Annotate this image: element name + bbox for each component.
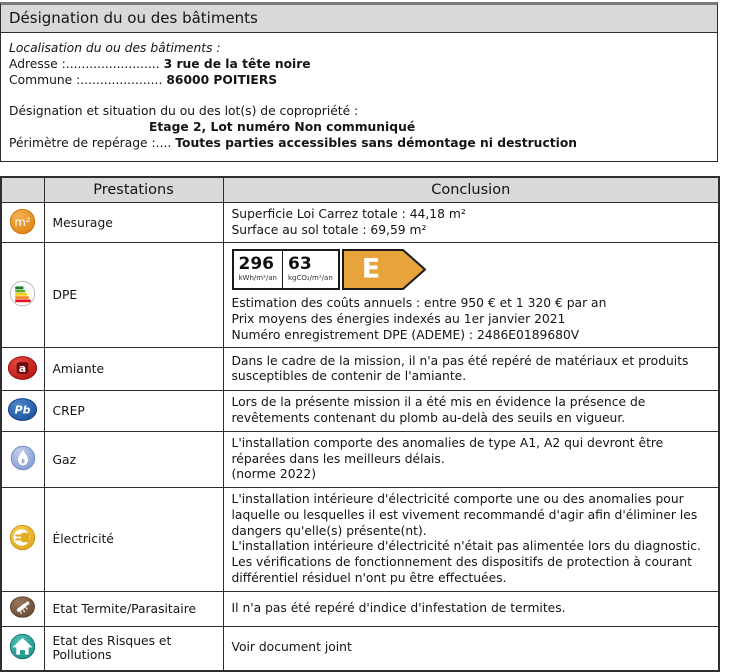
table-row-termite: [1, 591, 719, 626]
header-icon-spacer: [1, 177, 44, 202]
dpe-energy-block: [234, 251, 282, 288]
conclusion-line: Dans le cadre de la mission, il n'a pas été repéré de matériaux et produits susceptibles de contenir de l'amiante.: [231, 353, 689, 384]
conclusion-line: L'installation intérieure d'électricité n'était pas alimentée lors du diagnostic. Les vérifications de fonctionnement des dispositifs de protection à courant différentiel résiduel n'ont pu être effectuées.: [231, 539, 701, 585]
table-row-mesurage: [1, 202, 719, 242]
conclusion-cell: [223, 243, 719, 348]
lead-pb-icon: [7, 403, 38, 425]
dpe-co2-block: [283, 251, 338, 288]
perimetre-label: Périmètre de repérage :....: [9, 136, 172, 151]
prestation-label: Électricité: [44, 488, 223, 591]
table-row-electricite: [1, 488, 719, 591]
prestations-table: [0, 176, 720, 672]
dpe-energy-badge: [232, 249, 711, 290]
prestation-label: Etat Termite/Parasitaire: [44, 591, 223, 626]
prestation-label: Amiante: [44, 348, 223, 391]
m2-measure-icon: [8, 214, 37, 239]
icon-cell: [1, 202, 44, 242]
copro-label: Désignation et situation du ou des lot(s) de copropriété :: [9, 103, 359, 118]
gas-flame-icon: [9, 461, 37, 475]
prestation-label: DPE: [44, 243, 223, 348]
conclusion-line: Lors de la présente mission il a été mis en évidence la présence de revêtements contenant du plomb au-delà des seuils en vigueur.: [231, 395, 646, 426]
header-prestations: Prestations: [44, 177, 223, 202]
commune-value: 86000 POITIERS: [166, 73, 278, 88]
asbestos-icon: [7, 362, 38, 384]
conclusion-cell: [223, 348, 719, 391]
adresse-line: [9, 56, 709, 72]
icon-cell: [1, 431, 44, 487]
conclusion-line: L'installation intérieure d'électricité comporte une ou des anomalies pour laquelle ou lesquelles il est vivement recommandé d'agir afin d'éliminer les dangers qu'elle(s) présente(nt).: [231, 492, 698, 538]
table-header-row: [1, 177, 719, 202]
conclusion-line: Voir document joint: [231, 640, 352, 655]
designation-title: Désignation du ou des bâtiments: [1, 5, 717, 33]
dpe-co2-unit: kgCO₂/m²/an: [287, 274, 333, 283]
designation-box: [0, 2, 718, 162]
risks-house-icon: [8, 650, 37, 664]
icon-cell: [1, 391, 44, 431]
table-row-amiante: [1, 348, 719, 391]
conclusion-cell: [223, 626, 719, 671]
electric-plug-icon: [8, 541, 37, 555]
conclusion-cell: [223, 488, 719, 591]
conclusion-line: L'installation comporte des anomalies de type A1, A2 qui devront être réparées dans les meilleurs délais.: [231, 435, 664, 466]
designation-body: [1, 33, 717, 161]
dpe-energy-unit: kWh/m²/an: [238, 274, 277, 283]
dpe-class-arrow: [342, 249, 426, 290]
dpe-energy-value: 296: [238, 254, 274, 275]
icon-cell: [1, 348, 44, 391]
diagnostic-report-page: [0, 2, 736, 672]
adresse-value: 3 rue de la tête noire: [163, 57, 311, 72]
prestation-label: CREP: [44, 391, 223, 431]
conclusion-line: Estimation des coûts annuels : entre 950 € et 1 320 € par an: [231, 296, 607, 311]
table-row-gaz: [1, 431, 719, 487]
table-row-risques: [1, 626, 719, 671]
conclusion-cell: [223, 202, 719, 242]
conclusion-cell: [223, 591, 719, 626]
table-row-crep: [1, 391, 719, 431]
icon-cell: [1, 626, 44, 671]
conclusion-cell: [223, 391, 719, 431]
prestation-label: Mesurage: [44, 202, 223, 242]
dpe-co2-value: 63: [287, 254, 312, 275]
dpe-values-box: [232, 249, 340, 290]
conclusion-line: Surface au sol totale : 69,59 m²: [231, 222, 427, 237]
svg-text:Pb: Pb: [14, 403, 31, 417]
commune-line: [9, 72, 709, 88]
prestation-label: Gaz: [44, 431, 223, 487]
icon-cell: [1, 488, 44, 591]
localisation-title: Localisation du ou des bâtiments :: [9, 41, 221, 55]
energy-class-icon: [8, 297, 37, 311]
prestation-label: Etat des Risques et Pollutions: [44, 626, 223, 671]
conclusion-line: Numéro enregistrement DPE (ADEME) : 2486E0189680V: [231, 327, 580, 342]
table-row-dpe: [1, 243, 719, 348]
svg-text:a: a: [19, 362, 27, 376]
conclusion-line: Prix moyens des énergies indexés au 1er janvier 2021: [231, 312, 566, 327]
conclusion-line: Superficie Loi Carrez totale : 44,18 m²: [231, 206, 466, 221]
copro-value: Etage 2, Lot numéro Non communiqué: [149, 119, 416, 134]
icon-cell: [1, 243, 44, 348]
svg-text:m²: m²: [14, 214, 31, 229]
dpe-class-letter: E: [361, 253, 381, 285]
header-conclusion: Conclusion: [223, 177, 719, 202]
perimetre-line: [9, 135, 709, 151]
conclusion-cell: [223, 431, 719, 487]
conclusion-line: Il n'a pas été repéré d'indice d'infestation de termites.: [231, 600, 566, 615]
adresse-label: Adresse :........................: [9, 57, 160, 72]
commune-label: Commune :.....................: [9, 73, 163, 88]
conclusion-line: (norme 2022): [231, 467, 316, 482]
icon-cell: [1, 591, 44, 626]
termite-icon: [8, 608, 37, 622]
perimetre-value: Toutes parties accessibles sans démontage ni destruction: [175, 136, 578, 151]
